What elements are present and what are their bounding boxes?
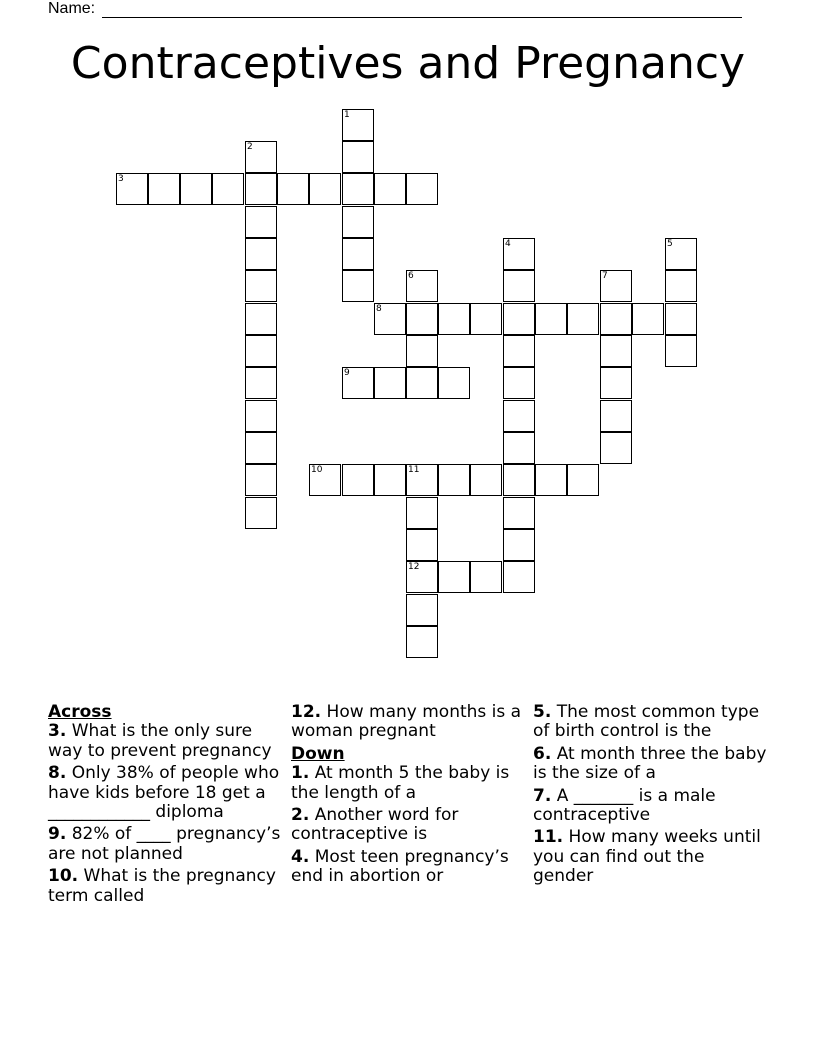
crossword-cell[interactable] bbox=[567, 303, 599, 335]
crossword-cell[interactable] bbox=[503, 464, 535, 496]
crossword-cell[interactable] bbox=[503, 270, 535, 302]
crossword-cell[interactable] bbox=[245, 464, 277, 496]
clue-number: 1 bbox=[344, 110, 350, 120]
crossword-cell[interactable] bbox=[180, 173, 212, 205]
crossword-cell[interactable] bbox=[116, 173, 148, 205]
clue-across-3: 3. What is the only sure way to prevent pregnancy bbox=[48, 721, 272, 761]
crossword-cell[interactable] bbox=[245, 141, 277, 173]
clue-number: 12 bbox=[408, 562, 420, 572]
clue-number: 5 bbox=[667, 239, 673, 249]
crossword-cell[interactable] bbox=[374, 464, 406, 496]
crossword-cell[interactable] bbox=[342, 367, 374, 399]
clue-down-11: 11. How many weeks until you can find out the gender bbox=[533, 827, 761, 887]
crossword-cell[interactable] bbox=[503, 238, 535, 270]
crossword-cell[interactable] bbox=[245, 400, 277, 432]
crossword-cell[interactable] bbox=[245, 238, 277, 270]
crossword-cell[interactable] bbox=[406, 529, 438, 561]
crossword-cell[interactable] bbox=[406, 497, 438, 529]
crossword-cell[interactable] bbox=[600, 367, 632, 399]
clue-number: 9 bbox=[344, 368, 350, 378]
crossword-cell[interactable] bbox=[148, 173, 180, 205]
crossword-cell[interactable] bbox=[245, 270, 277, 302]
clue-number: 10 bbox=[311, 465, 323, 475]
crossword-cell[interactable] bbox=[342, 464, 374, 496]
clue-number: 7 bbox=[602, 271, 608, 281]
crossword-cell[interactable] bbox=[665, 335, 697, 367]
crossword-cell[interactable] bbox=[245, 173, 277, 205]
name-label: Name: bbox=[48, 0, 100, 17]
crossword-cell[interactable] bbox=[406, 367, 438, 399]
crossword-cell[interactable] bbox=[406, 626, 438, 658]
crossword-cell[interactable] bbox=[245, 432, 277, 464]
crossword-cell[interactable] bbox=[406, 335, 438, 367]
crossword-cell[interactable] bbox=[342, 173, 374, 205]
clue-column-1 bbox=[48, 703, 284, 909]
crossword-cell[interactable] bbox=[503, 432, 535, 464]
crossword-cell[interactable] bbox=[309, 173, 341, 205]
crossword-cell[interactable] bbox=[567, 464, 599, 496]
crossword-cell[interactable] bbox=[245, 303, 277, 335]
clue-down-2: 2. Another word for contraceptive is bbox=[291, 805, 459, 845]
crossword-cell[interactable] bbox=[503, 335, 535, 367]
crossword-cell[interactable] bbox=[470, 303, 502, 335]
crossword-cell[interactable] bbox=[470, 561, 502, 593]
crossword-cell[interactable] bbox=[600, 270, 632, 302]
crossword-cell[interactable] bbox=[277, 173, 309, 205]
crossword-cell[interactable] bbox=[665, 238, 697, 270]
crossword-cell[interactable] bbox=[503, 561, 535, 593]
clue-across-12: 12. How many months is a woman pregnant bbox=[291, 702, 522, 742]
crossword-cell[interactable] bbox=[600, 303, 632, 335]
clue-across-9: 9. 82% of ____ pregnancy’s are not planned bbox=[48, 824, 281, 864]
crossword-cell[interactable] bbox=[632, 303, 664, 335]
clue-across-10: 10. What is the pregnancy term called bbox=[48, 866, 276, 906]
across-heading: Across bbox=[48, 702, 112, 722]
crossword-cell[interactable] bbox=[535, 464, 567, 496]
crossword-cell[interactable] bbox=[374, 367, 406, 399]
crossword-cell[interactable] bbox=[600, 432, 632, 464]
crossword-cell[interactable] bbox=[600, 335, 632, 367]
crossword-cell[interactable] bbox=[342, 141, 374, 173]
crossword-cell[interactable] bbox=[438, 367, 470, 399]
crossword-cell[interactable] bbox=[245, 497, 277, 529]
clue-number: 3 bbox=[118, 174, 124, 184]
crossword-cell[interactable] bbox=[309, 464, 341, 496]
crossword-cell[interactable] bbox=[665, 303, 697, 335]
clue-down-7: 7. A _______ is a male contraceptive bbox=[533, 785, 716, 826]
crossword-cell[interactable] bbox=[374, 173, 406, 205]
crossword-cell[interactable] bbox=[342, 206, 374, 238]
clue-number: 8 bbox=[376, 304, 382, 314]
crossword-cell[interactable] bbox=[438, 303, 470, 335]
clue-number: 6 bbox=[408, 271, 414, 281]
crossword-cell[interactable] bbox=[342, 109, 374, 141]
crossword-cell[interactable] bbox=[470, 464, 502, 496]
crossword-cell[interactable] bbox=[406, 464, 438, 496]
down-heading: Down bbox=[291, 743, 345, 764]
crossword-cell[interactable] bbox=[342, 270, 374, 302]
crossword-cell[interactable] bbox=[245, 367, 277, 399]
clue-down-5: 5. The most common type of birth control is the bbox=[533, 702, 760, 742]
clue-column-2 bbox=[291, 703, 527, 890]
clue-down-1: 1. At month 5 the baby is the length of a bbox=[291, 763, 510, 803]
clue-number: 2 bbox=[247, 142, 253, 152]
crossword-cell[interactable] bbox=[438, 561, 470, 593]
crossword-cell[interactable] bbox=[406, 270, 438, 302]
clue-down-4: 4. Most teen pregnancy’s end in abortion or bbox=[291, 846, 509, 887]
crossword-cell[interactable] bbox=[503, 303, 535, 335]
clue-across-8: 8. Only 38% of people who have kids before 18 get a ____________ diploma bbox=[48, 763, 280, 823]
crossword-cell[interactable] bbox=[374, 303, 406, 335]
crossword-cell[interactable] bbox=[503, 367, 535, 399]
clue-number: 11 bbox=[408, 465, 420, 475]
crossword-cell[interactable] bbox=[503, 497, 535, 529]
crossword-cell[interactable] bbox=[342, 238, 374, 270]
crossword-cell[interactable] bbox=[600, 400, 632, 432]
crossword-cell[interactable] bbox=[406, 594, 438, 626]
crossword-cell[interactable] bbox=[245, 335, 277, 367]
crossword-cell[interactable] bbox=[406, 173, 438, 205]
crossword-cell[interactable] bbox=[212, 173, 244, 205]
crossword-cell[interactable] bbox=[406, 561, 438, 593]
crossword-cell[interactable] bbox=[503, 400, 535, 432]
crossword-cell[interactable] bbox=[438, 464, 470, 496]
crossword-cell[interactable] bbox=[503, 529, 535, 561]
clue-column-3 bbox=[533, 703, 769, 890]
crossword-cell[interactable] bbox=[406, 303, 438, 335]
clue-down-6: 6. At month three the baby is the size of a bbox=[533, 743, 767, 784]
clue-number: 4 bbox=[505, 239, 511, 249]
crossword-cell[interactable] bbox=[665, 270, 697, 302]
crossword-cell[interactable] bbox=[245, 206, 277, 238]
crossword-cell[interactable] bbox=[535, 303, 567, 335]
page-title: Contraceptives and Pregnancy bbox=[70, 38, 746, 89]
